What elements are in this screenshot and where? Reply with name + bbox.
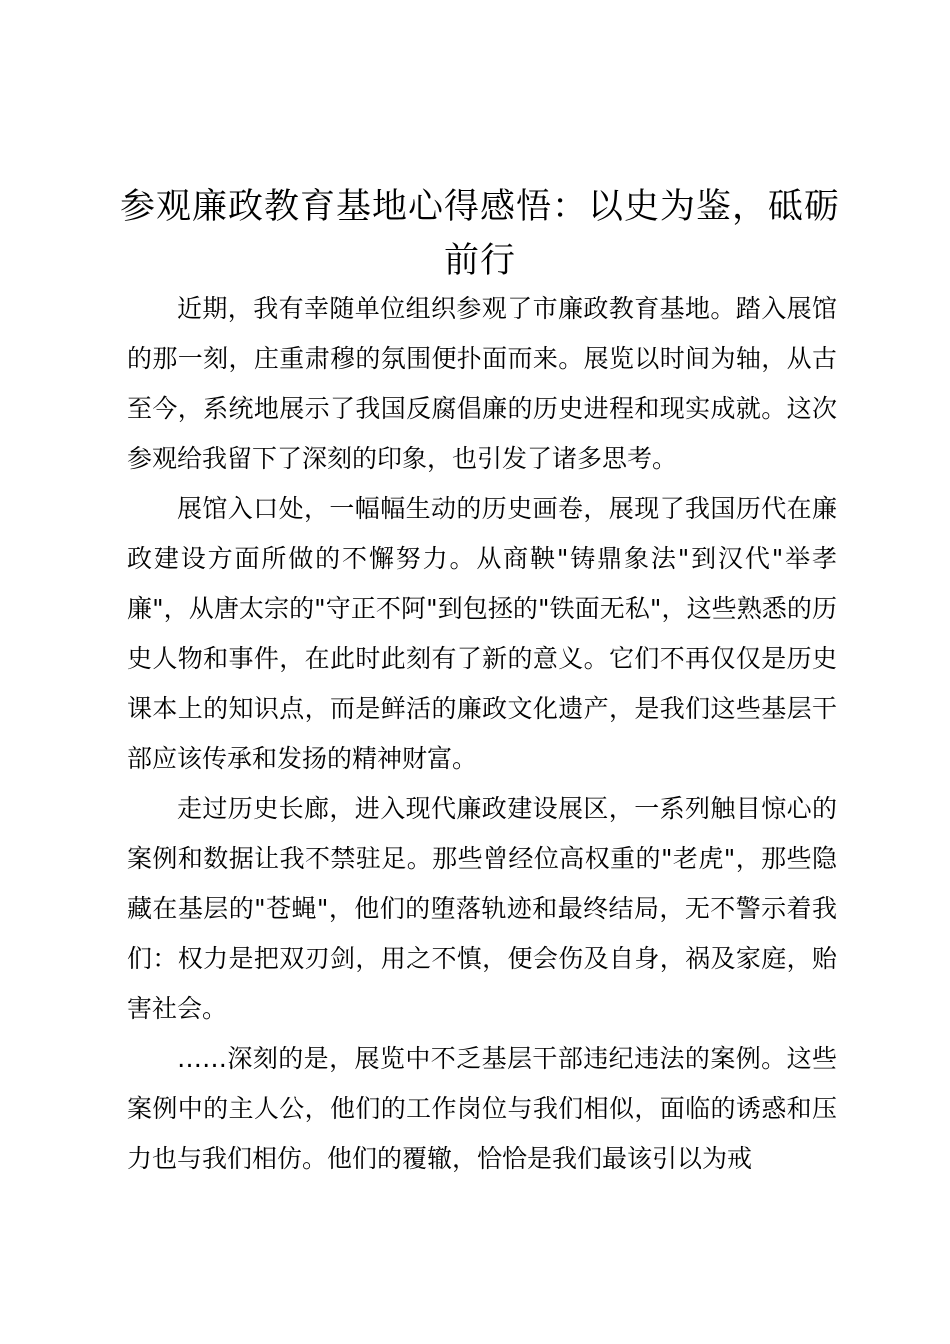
paragraph-intro: 近期，我有幸随单位组织参观了市廉政教育基地。踏入展馆的那一刻，庄重肃穆的氛围便扑面而来。展览以时间为轴，从古至今，系统地展示了我国反腐倡廉的历史进程和现实成就。这次参观给我留下了深刻的印象，也引发了诸多思考。 (127, 294, 837, 473)
paragraph-modern-cases: 走过历史长廊，进入现代廉政建设展区，一系列触目惊心的案例和数据让我不禁驻足。那些曾经位高权重的"老虎"，那些隐藏在基层的"苍蝇"，他们的堕落轨迹和最终结局，无不警示着我们：权力是把双刃剑，用之不慎，便会伤及自身，祸及家庭，贻害社会。 (127, 794, 837, 1023)
document-title: 参观廉政教育基地心得感悟：以史为鉴，砥砺前行 (120, 187, 841, 281)
paragraph-history: 展馆入口处，一幅幅生动的历史画卷，展现了我国历代在廉政建设方面所做的不懈努力。从商鞅"铸鼎象法"到汉代"举孝廉"，从唐太宗的"守正不阿"到包拯的"铁面无私"，这些熟悉的历史人物和事件，在此时此刻有了新的意义。它们不再仅仅是历史课本上的知识点，而是鲜活的廉政文化遗产，是我们这些基层干部应该传承和发扬的精神财富。 (127, 494, 837, 773)
document-body (127, 284, 837, 1184)
paragraph-grassroots-cases: ……深刻的是，展览中不乏基层干部违纪违法的案例。这些案例中的主人公，他们的工作岗位与我们相似，面临的诱惑和压力也与我们相仿。他们的覆辙，恰恰是我们最该引以为戒 (127, 1044, 837, 1173)
